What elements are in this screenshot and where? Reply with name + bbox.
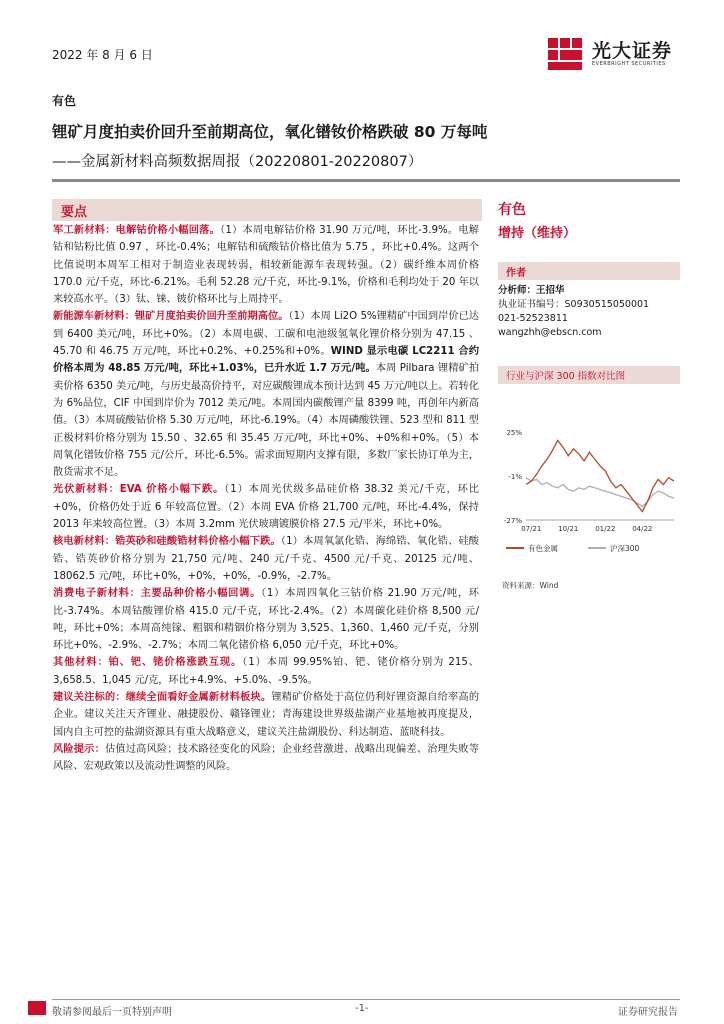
x-tick-label: 04/22	[632, 525, 653, 533]
summary-body	[53, 222, 479, 776]
x-tick-label: 07/21	[521, 525, 542, 533]
y-tick-label: 25%	[506, 429, 522, 437]
logo-subtitle: EVERBRIGHT SECURITIES	[592, 61, 666, 67]
series-line	[526, 441, 674, 512]
header-divider	[52, 179, 680, 182]
paragraph-lead: 核电新材料：锆英砂和硅酸锆材料价格小幅下跌。	[53, 536, 281, 548]
sidebar-sector: 有色	[498, 202, 526, 218]
footer-report-type: 证券研究报告	[618, 1007, 678, 1018]
legend-label: 有色金属	[528, 544, 558, 553]
paragraph-lead: 建议关注标的：继续全面看好金属新材料板块。	[53, 692, 272, 704]
page-number: -1-	[355, 1003, 369, 1014]
y-tick-label: -1%	[508, 473, 522, 481]
footer-disclaimer[interactable]: 敬请参阅最后一页特别声明	[52, 1007, 172, 1018]
author-info	[498, 284, 680, 340]
paragraph-text: 估值过高风险；技术路径变化的风险；企业经营激进、战略出现偏差、治理失败等风险、宏观政策以及流动性调整的风险。	[53, 743, 480, 773]
paragraph-lead: 光伏新材料：EVA 价格小幅下跌。	[53, 484, 225, 496]
analyst-cert: 执业证书编号：S0930515050001	[498, 299, 650, 310]
paragraph-lead: 军工新材料：电解钴价格小幅回落。	[53, 225, 221, 236]
paragraph-text: （1）本周四氧化三钴价格 21.90 万元/吨，环比-3.74%。本周钴酸锂价格 415.0 元/千克，环比-2.4%。（2）本周碳化硅价格 8,500 元/吨，环比+0%；本周高纯镓、粗铟和精铟价格分别为 3,525、1,360、1,460 元/千克，分别环比+0%、-2.9%、-2.7%；本周二氧化锗价格 6,050 元/千克，环比+0%。	[53, 588, 479, 652]
paragraph-text: 锂精矿价格处于高位仍利好锂资源自给率高的企业。建议关注天齐锂业、融捷股份、赣锋锂业；青海建设世界级盐湖产业基地被再度提及，国内自主可控的盐湖资源具有重大战略意义，建议关注盐湖股份、科达制造、蓝晓科技。	[53, 692, 480, 738]
logo-text: 光大证券	[592, 40, 673, 62]
x-tick-label: 01/22	[595, 525, 616, 533]
paragraph-text: （1）本周 Li2O 5%锂精矿中国到岸价已达到 6400 美元/吨，环比+0%。（2）本周电碳、工碳和电池级氢氧化锂价格分别为 47.15 、45.70 和 46.75 万元/吨，环比+0.2%、+0.25%和+0%。	[53, 311, 479, 358]
paragraph-text: （1）本周氧氯化锆、海绵锆、氧化锆、硅酸锆、锆英砂价格分别为 21,750 元/吨、240 元/千克、4500 元/千克、20125 元/吨、18062.5 元/吨，环比+0%，+0%，+0%，-0.9%，-2.7%。	[53, 536, 479, 582]
paragraph-text: （1）本周 99.95%铂、钯、铑价格分别为 215、3,658.5、1,045 元/克，环比+4.9%、+5.0%、-9.5%。	[53, 657, 479, 686]
summary-header	[52, 199, 482, 221]
chart-header	[498, 366, 680, 384]
report-date: 2022 年 8 月 6 日	[52, 48, 153, 62]
chart-source: 资料来源：Wind	[502, 581, 559, 590]
legend-label: 沪深300	[610, 544, 640, 553]
analyst-name: 分析师：王招华	[498, 285, 565, 296]
analyst-phone: 021-52523811	[498, 313, 568, 324]
paragraph-military	[53, 222, 479, 308]
paragraph-lead: 新能源车新材料：锂矿月度拍卖价回升至前期高位。	[53, 311, 289, 323]
index-comparison-chart	[498, 424, 680, 564]
paragraph-lead: 消费电子新材料：主要品种价格小幅回调。	[53, 588, 262, 600]
paragraph-recommend	[53, 689, 479, 741]
summary-label: 要点	[61, 205, 88, 220]
paragraph-other	[53, 654, 479, 689]
chart-heading: 行业与沪深 300 指数对比图	[506, 371, 626, 382]
paragraph-bold: WIND 显示电碳 LC2211 合约价格本周为 48.85 万元/吨，环比+1.03%，已升水近 1.7 万元/吨。	[53, 346, 479, 375]
paragraph-ev	[53, 308, 479, 481]
paragraph-pv	[53, 481, 479, 533]
paragraph-nuclear	[53, 533, 479, 585]
footer-divider	[52, 999, 680, 1000]
author-label: 作者	[506, 268, 526, 279]
report-subtitle: ——金属新材料高频数据周报（20220801-20220807）	[52, 154, 423, 170]
x-tick-label: 10/21	[558, 525, 579, 533]
paragraph-lead: 风险提示：	[53, 743, 105, 755]
paragraph-electronics	[53, 585, 479, 654]
paragraph-text: （1）本周光伏级多晶硅价格 38.32 美元/千克，环比+0%，价格仍处于近 6 年较高位置。（2）本周 EVA 价格 21,700 元/吨，环比-4.4%，保持 2013 年来较高位置。（3）本周 3.2mm 光伏玻璃镀膜价格 27.5 元/平米，环比+0%。	[53, 484, 479, 531]
paragraph-risk	[53, 741, 479, 776]
y-tick-label: -27%	[503, 517, 522, 525]
paragraph-text: （1）本周电解钴价格 31.90 万元/吨，环比-3.9%。电解钴和钴粉比值 0.97 ，环比-0.4%；电解钴和硫酸钴价格比值为 5.75 ，环比+0.4%。这两个比值说明本周军工相对于制造业表现转弱，相较新能源车表现转强。（2）碳纤维本周价格 170.0 元/千克，环比-6.21%。毛利 52.28 元/千克，环比-9.1%，价格和毛利均处于 20 年以来较高水平。（3）钛、铼、铍价格环比与上周持平。	[53, 225, 479, 306]
report-title: 锂矿月度拍卖价回升至前期高位，氧化镨钕价格跌破 80 万每吨	[52, 123, 488, 141]
author-header	[498, 262, 680, 280]
paragraph-text: 本周 Pilbara 锂精矿拍卖价格 6350 美元/吨，与历史最高价持平，对应碳酸锂成本预计达到 45 万元/吨以上。若转化为 6%品位，CIF 中国到岸价为 7012 美元/吨。本周国内碳酸锂产量 8399 吨，再创年内新高值。（3）本周硫酸钴价格 5.30 万元/吨，环比-6.19%。（4）本周磷酸铁锂、523 型和 811 型正极材料价格分别为 15.50 、32.65 和 35.45 万元/吨，环比+0%、+0%和+0%。（5）本周氧化镨钕价格 755 元/公斤，环比-6.5%。需求面短期内支撑有限，多数厂家长协订单为主，散货需求不足。	[53, 363, 480, 479]
sidebar-rating: 增持（维持）	[498, 226, 577, 241]
footer-mark	[28, 1001, 46, 1015]
analyst-email[interactable]: wangzhh@ebscn.com	[498, 327, 602, 338]
paragraph-lead: 其他材料：铂、钯、铑价格涨跌互现。	[53, 657, 243, 669]
sector-tag: 有色	[52, 94, 77, 108]
